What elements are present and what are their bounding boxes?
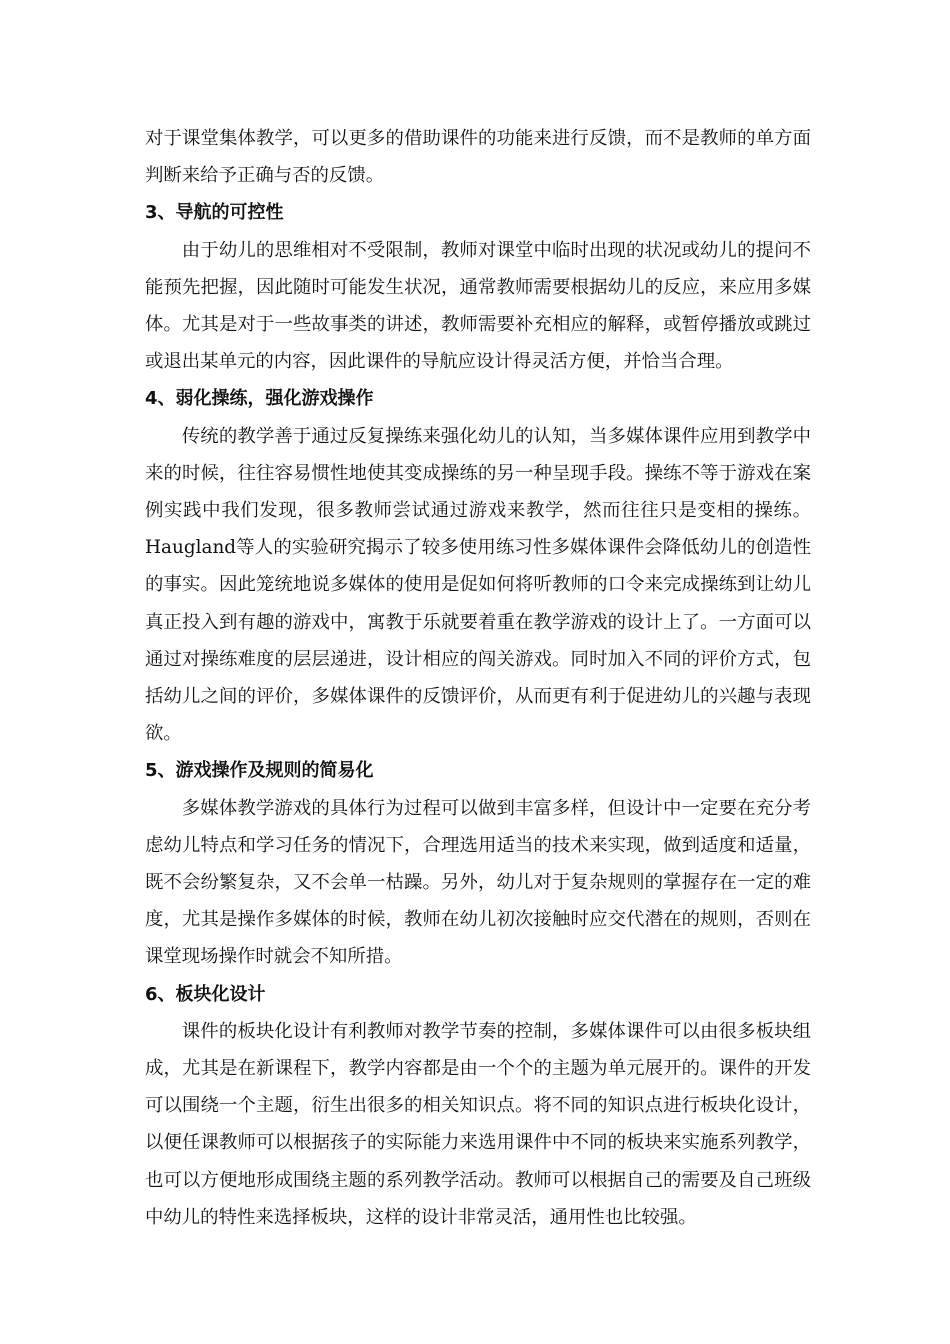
section-heading-weaken-drill: 4、弱化操练，强化游戏操作 (145, 388, 374, 410)
section-heading-navigation: 3、导航的可控性 (145, 202, 284, 224)
intro-paragraph: 对于课堂集体教学，可以更多的借助课件的功能来进行反馈，而不是教师的单方面判断来给予正确与否的反馈。 (145, 128, 811, 187)
section-heading-simplify-rules: 5、游戏操作及规则的简易化 (145, 760, 374, 782)
section-body-modular-design: 课件的板块化设计有利教师对教学节奏的控制，多媒体课件可以由很多板块组成，尤其是在新课程下，教学内容都是由一个个的主题为单元展开的。课件的开发可以围绕一个主题，衍生出很多的相关知识点。将不同的知识点进行板块化设计，以便任课教师可以根据孩子的实际能力来选用课件中不同的板块来实施系列教学，也可以方便地形成围绕主题的系列教学活动。教师可以根据自己的需要及自己班级中幼儿的特性来选择板块，这样的设计非常灵活，通用性也比较强。 (145, 1020, 811, 1228)
section-heading-modular-design: 6、板块化设计 (145, 983, 266, 1005)
section-body-simplify-rules: 多媒体教学游戏的具体行为过程可以做到丰富多样，但设计中一定要在充分考虑幼儿特点和学习任务的情况下，合理选用适当的技术来实现，做到适度和适量，既不会纷繁复杂，又不会单一枯躁。另外，幼儿对于复杂规则的掌握存在一定的难度，尤其是操作多媒体的时候，教师在幼儿初次接触时应交代潜在的规则，否则在课堂现场操作时就会不知所措。 (145, 797, 811, 968)
document-page (145, 120, 811, 1236)
section-body-weaken-drill: 传统的教学善于通过反复操练来强化幼儿的认知，当多媒体课件应用到教学中来的时候，往往容易惯性地使其变成操练的另一种呈现手段。操练不等于游戏在案例实践中我们发现，很多教师尝试通过游戏来教学，然而往往只是变相的操练。Haugland等人的实验研究揭示了较多使用练习性多媒体课件会降低幼儿的创造性的事实。因此笼统地说多媒体的使用是促如何将听教师的口令来完成操练到让幼儿真正投入到有趣的游戏中，寓教于乐就要着重在教学游戏的设计上了。一方面可以通过对操练难度的层层递进，设计相应的闯关游戏。同时加入不同的评价方式，包括幼儿之间的评价，多媒体课件的反馈评价，从而更有利于促进幼儿的兴趣与表现欲。 (145, 425, 811, 745)
section-body-navigation: 由于幼儿的思维相对不受限制，教师对课堂中临时出现的状况或幼儿的提问不能预先把握，因此随时可能发生状况，通常教师需要根据幼儿的反应，来应用多媒体。尤其是对于一些故事类的讲述，教师需要补充相应的解释，或暂停播放或跳过或退出某单元的内容，因此课件的导航应设计得灵活方便，并恰当合理。 (145, 239, 811, 373)
